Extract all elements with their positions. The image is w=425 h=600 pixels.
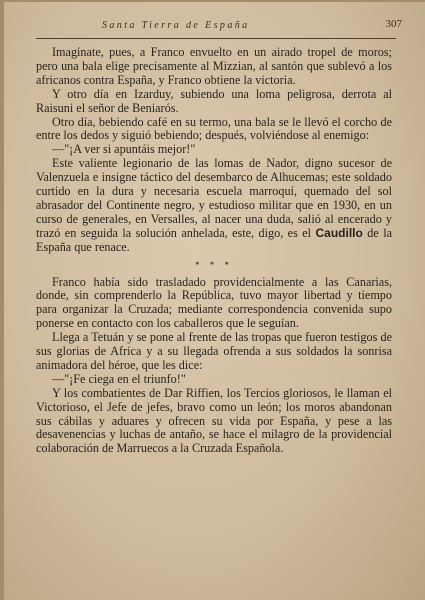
paragraph-5-end: de la España que renace. xyxy=(36,225,393,254)
running-head: Santa Tierra de España xyxy=(102,20,250,31)
paragraph-5-start: Este valiente legionario de las lomas de Nador, digno sucesor de Valenzuela e insigne táctico del desembarco de Alhucemas; este soldado curtido en la dura y necesaria escuela marroquí, quemado del sol abrasador del Continente negro, y estudioso militar que en 1930, en un curso de generales, en Versalles, al nacer una duda, salió al encerado y trazó en seguida la solución anhelada, este, digo, es el xyxy=(36,156,392,240)
body-text xyxy=(36,46,392,456)
caudillo-word: Caudillo xyxy=(315,225,363,240)
paragraph-6: Franco había sido trasladado providencialmente a las Canarias, donde, sin comprenderlo la República, tuvo mayor libertad y tiempo para organizar la Cruzada; mediante correspondencia convenida supo ponerse en contacto con los caballeros que le seguían. xyxy=(36,274,392,331)
paragraph-9: Y los combatientes de Dar Riffien, los Tercios gloriosos, le llaman el Victorioso, el Jefe de jefes, bravo como un león; los moros abandonan sus cábilas y aduares y ofrecen su vida por España, y pese a las desavenencias y luchas de antaño, se hace el milagro de la providencial colaboración de Marruecos a la Cruzada Española. xyxy=(36,385,392,456)
paragraph-5 xyxy=(36,157,392,254)
book-page xyxy=(4,2,425,600)
quote-2: —"¡Fe ciega en el triunfo!" xyxy=(52,371,186,386)
header-rule xyxy=(36,38,396,39)
page-number: 307 xyxy=(385,18,402,30)
paragraph-7: Llega a Tetuán y se pone al frente de las tropas que fueron testigos de sus glorias de Africa y a su llegada ofrenda a sus soldados la sonrisa animadora del héroe, que les dice: xyxy=(36,330,392,372)
paragraph-3: Otro día, bebiendo café en su termo, una bala se le llevó el corcho de entre los dedos y siguió bebiendo; después, volviéndose al enemigo: xyxy=(36,114,392,143)
paragraph-2: Y otro día en Izarduy, subiendo una loma peligrosa, derrota al Raisuni el señor de Beniarós. xyxy=(36,86,392,115)
page-header xyxy=(40,16,402,34)
paragraph-1: Imagínate, pues, a Franco envuelto en un airado tropel de moros; pero una bala elige precisamente al Mizzian, al santón que sublevó a los africanos contra España, y Franco obtiene la victoria. xyxy=(36,45,392,87)
section-separator: * * * xyxy=(195,259,233,270)
quote-1: —"¡A ver si apuntáis mejor!" xyxy=(52,142,196,157)
